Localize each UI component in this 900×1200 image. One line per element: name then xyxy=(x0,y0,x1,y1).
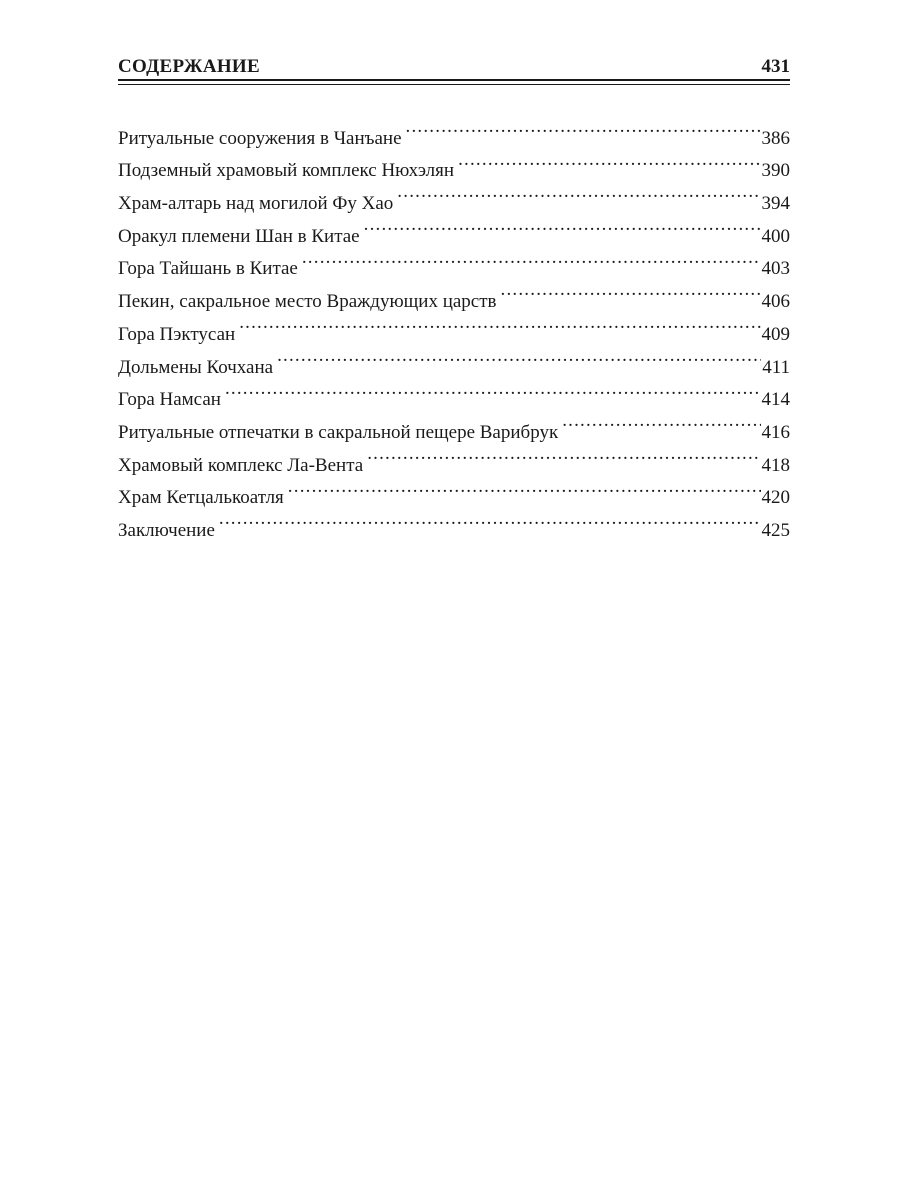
running-header xyxy=(118,54,790,80)
toc-entry-page: 403 xyxy=(761,258,790,280)
dot-leader xyxy=(562,405,760,438)
toc-entry-page: 416 xyxy=(761,421,790,443)
page-number: 431 xyxy=(761,56,790,77)
toc-entry-title: Подземный храмовый комплекс Нюхэлян xyxy=(118,160,455,182)
toc-entry-title: Пекин, сакральное место Враждующих царств xyxy=(118,291,497,313)
toc-entry xyxy=(118,503,790,541)
toc-entry-page: 406 xyxy=(761,291,790,313)
dot-leader xyxy=(367,438,760,471)
toc-entry-page: 409 xyxy=(761,323,790,345)
toc-entry-page: 386 xyxy=(761,127,790,149)
section-title: СОДЕРЖАНИЕ xyxy=(118,56,260,77)
toc-entry-page: 414 xyxy=(761,389,790,411)
toc-entry-title: Гора Пэктусан xyxy=(118,323,236,345)
toc-entry-page: 411 xyxy=(762,356,790,378)
toc-entry-title: Гора Намсан xyxy=(118,389,221,411)
toc-entry-title: Храм-алтарь над могилой Фу Хао xyxy=(118,193,394,215)
toc-entry-title: Заключение xyxy=(118,519,215,541)
toc-entry-title: Храмовый комплекс Ла-Вента xyxy=(118,454,364,476)
dot-leader xyxy=(225,373,761,406)
toc-entry-page: 394 xyxy=(761,193,790,215)
dot-leader xyxy=(239,307,760,340)
dot-leader xyxy=(458,144,760,177)
toc-entry-page: 418 xyxy=(761,454,790,476)
header-rule-thin xyxy=(118,84,790,85)
dot-leader xyxy=(397,176,760,209)
toc-entry-title: Гора Тайшань в Китае xyxy=(118,258,298,280)
dot-leader xyxy=(302,242,761,275)
toc-entry-page: 425 xyxy=(761,519,790,541)
toc-entry-title: Ритуальные сооружения в Чанъане xyxy=(118,127,402,149)
toc-entry-page: 400 xyxy=(761,225,790,247)
toc-entry-title: Дольмены Кочхана xyxy=(118,356,274,378)
table-of-contents xyxy=(118,111,790,541)
dot-leader xyxy=(277,340,761,373)
toc-entry-page: 420 xyxy=(761,487,790,509)
dot-leader xyxy=(288,471,761,504)
dot-leader xyxy=(406,111,761,144)
toc-entry-page: 390 xyxy=(761,160,790,182)
toc-entry-title: Храм Кетцалькоатля xyxy=(118,487,284,509)
toc-entry-title: Ритуальные отпечатки в сакральной пещере Варибрук xyxy=(118,421,559,443)
toc-entry xyxy=(118,111,790,149)
dot-leader xyxy=(501,274,761,307)
header-rule-thick xyxy=(118,79,790,81)
dot-leader xyxy=(219,503,761,536)
dot-leader xyxy=(364,209,761,242)
toc-entry-title: Оракул племени Шан в Китае xyxy=(118,225,360,247)
